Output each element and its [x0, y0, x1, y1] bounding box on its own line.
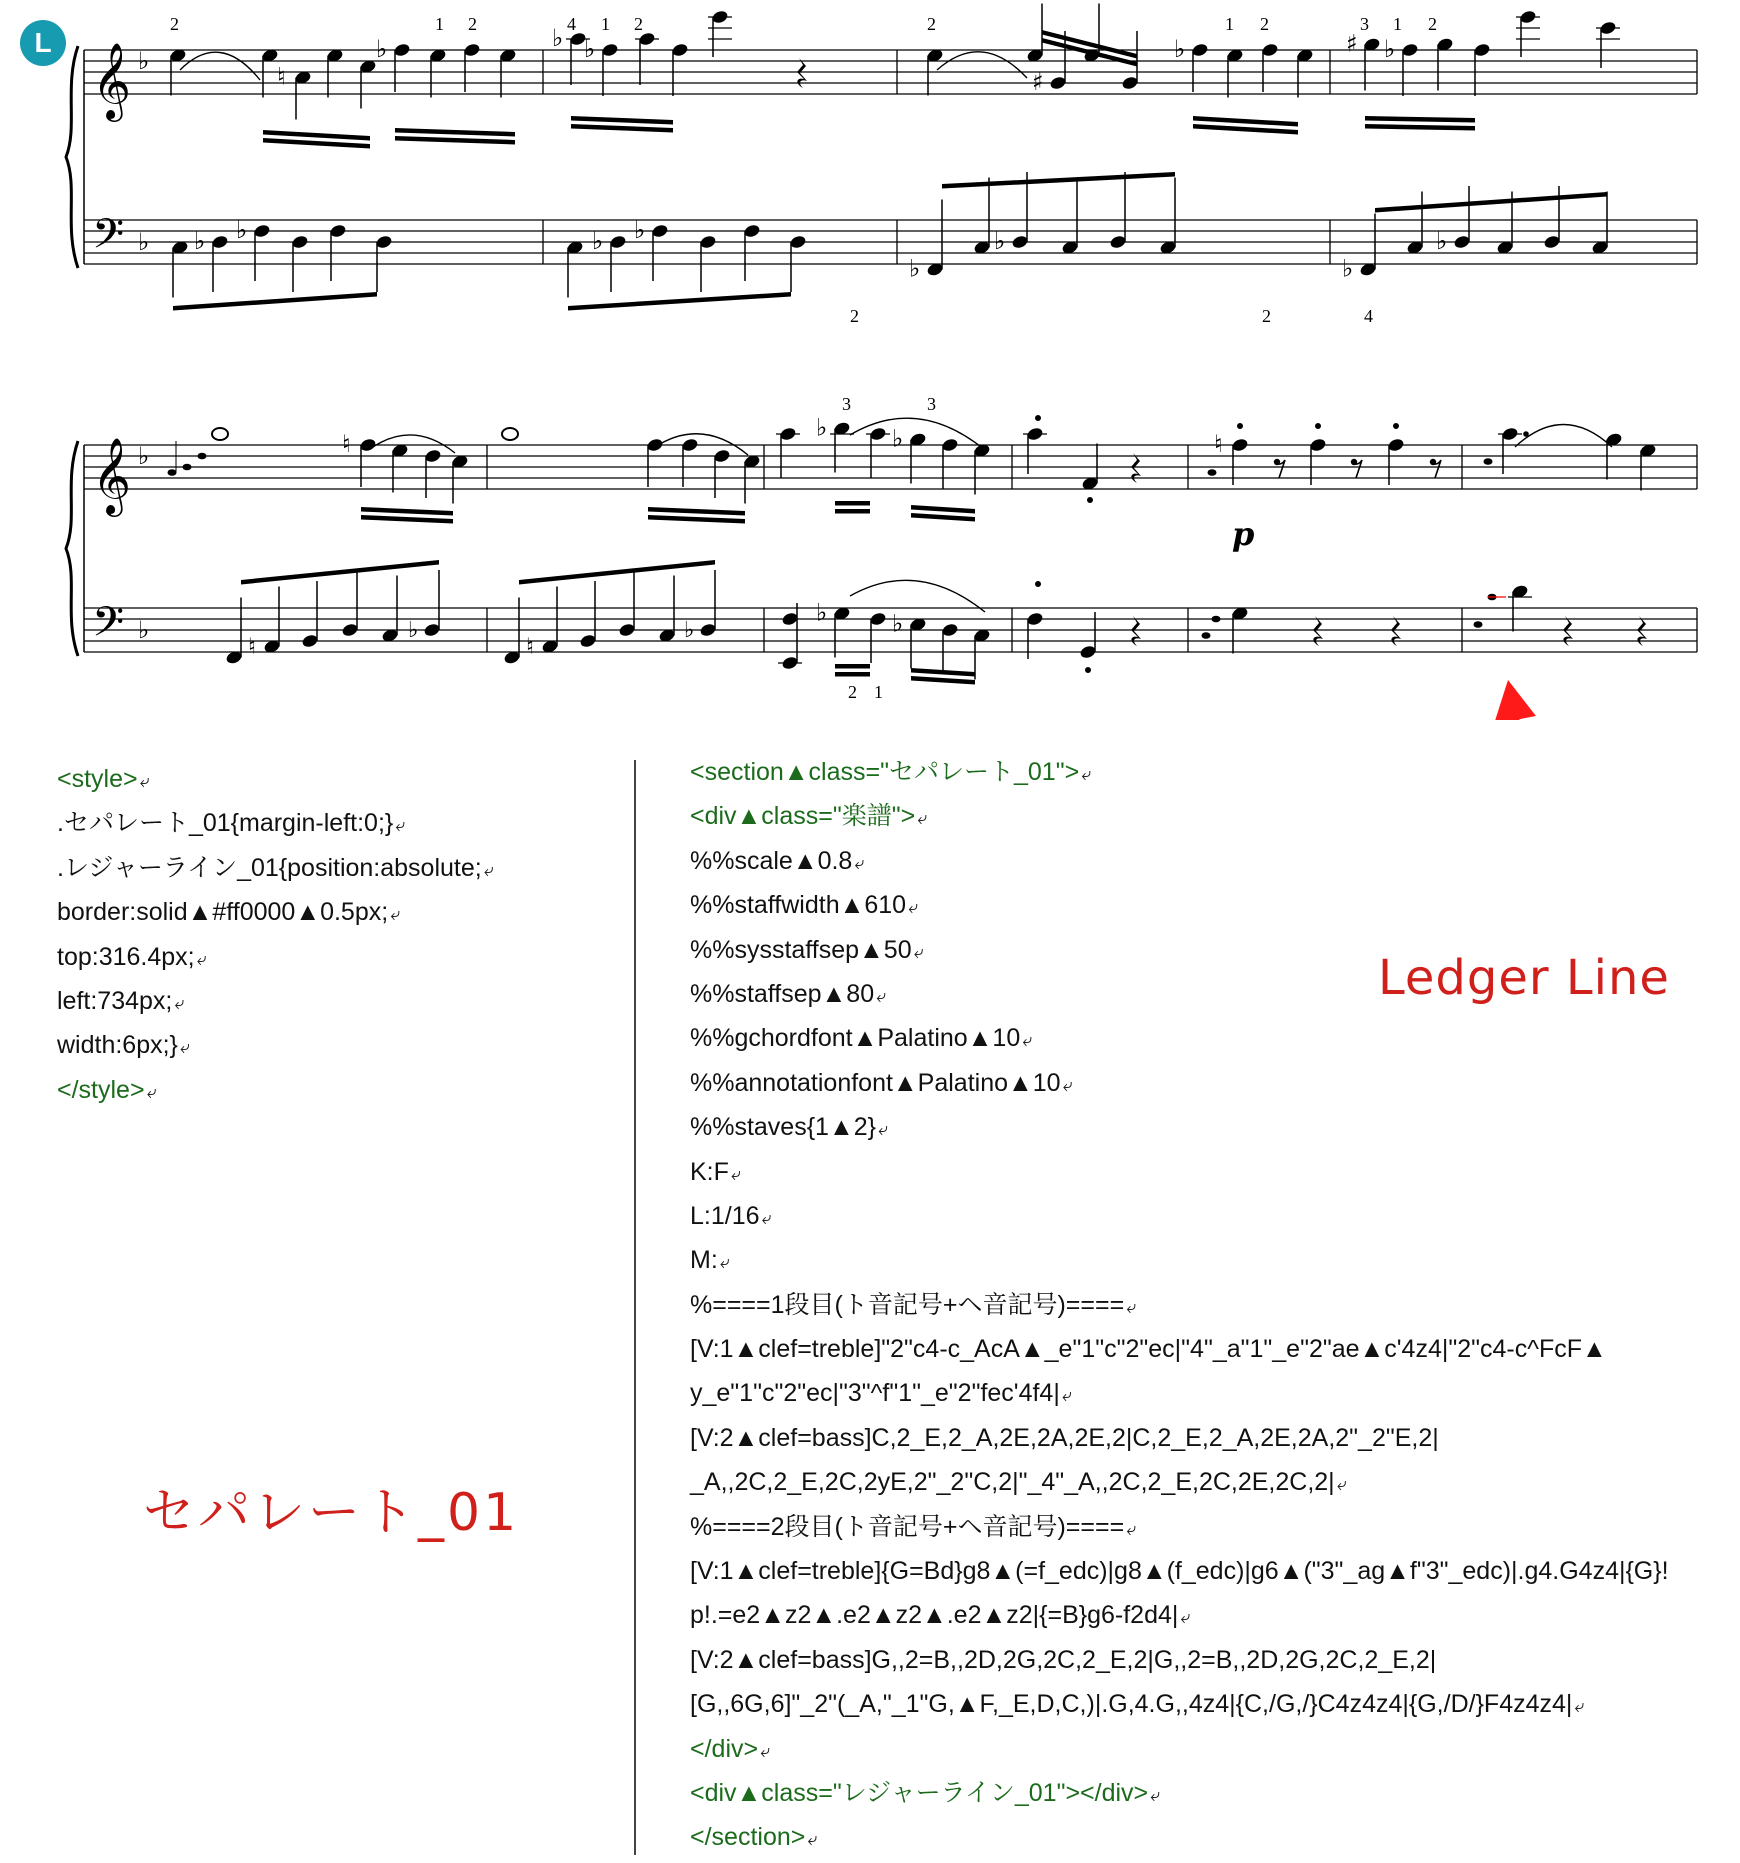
accidental: ♮	[526, 634, 534, 660]
style-line	[57, 801, 494, 845]
grace-note	[1484, 458, 1493, 465]
abc-line	[690, 1593, 1669, 1637]
beam	[361, 507, 453, 516]
slur	[850, 580, 985, 612]
line-break-icon: ⤶	[760, 1740, 771, 1762]
fingering-number: 2	[1428, 14, 1437, 34]
abc-line	[690, 1549, 1669, 1593]
beam	[571, 116, 673, 125]
accidental: ♭	[592, 227, 604, 255]
abc-line-text: [V:2▲clef=bass]G,,2=B,,2D,2G,2C,2_E,2|G,,2=B,,2D,2G,2C,2_E,2|	[690, 1645, 1437, 1674]
fingering-number: 1	[874, 682, 883, 702]
accidental: ♭	[634, 216, 646, 244]
slur	[1515, 425, 1612, 448]
accidental: ♭	[816, 598, 828, 627]
abc-line	[690, 1283, 1669, 1327]
abc-line-text: <section▲class="セパレート_01">	[690, 758, 1080, 786]
abc-line-text: <div▲class="楽譜">	[690, 802, 916, 831]
line-break-icon: ⤶	[854, 852, 865, 874]
accidental: ♮	[248, 634, 256, 660]
grace-note	[198, 453, 207, 460]
abc-line-text: %%sysstaffsep▲50	[690, 935, 912, 964]
staccato-dot	[1393, 423, 1399, 429]
beam	[835, 509, 870, 514]
style-line-text: top:316.4px;	[57, 942, 195, 971]
accidental: ♭	[892, 424, 904, 453]
beam	[835, 664, 870, 669]
accidental: ♭	[994, 227, 1006, 255]
abc-line	[690, 794, 1669, 838]
line-break-icon: ⤶	[1180, 1607, 1191, 1629]
beam	[519, 560, 715, 585]
accidental: ♮	[342, 430, 351, 458]
line-break-icon: ⤶	[1126, 1296, 1137, 1318]
abc-line-text: %%staffwidth▲610	[690, 891, 907, 920]
abc-line	[690, 1150, 1669, 1194]
abc-line-text: y_e"1"c"2"ec|"3"^f"1"_e"2"fec'4f4|	[690, 1379, 1060, 1408]
fingering-number: 1	[1393, 14, 1402, 34]
treble-clef: 𝄞	[92, 42, 132, 119]
abc-line-text: </section>	[690, 1823, 806, 1852]
beam	[568, 292, 791, 311]
line-break-icon: ⤶	[174, 992, 185, 1014]
grace-note	[1202, 632, 1211, 639]
abc-line-text: %%scale▲0.8	[690, 846, 853, 875]
abc-line	[690, 1416, 1669, 1460]
bass-clef: 𝄢	[92, 210, 125, 268]
beam	[361, 515, 453, 524]
abc-line	[690, 1727, 1669, 1771]
abc-line	[690, 1638, 1669, 1682]
line-break-icon: ⤶	[1574, 1696, 1585, 1718]
abc-line-text: p!.=e2▲z2▲.e2▲z2▲.e2▲z2|{=B}g6-f2d4|	[690, 1601, 1179, 1630]
abc-line-text: [G,,6G,6]"_2"(_A,"_1"G,▲F,_E,D,C,)|.G,4.G,,4z4|{C,/G,/}C4z4z4|{G,/D/}F4z4z4|	[690, 1690, 1573, 1719]
abc-line-text: [V:1▲clef=treble]{G=Bd}g8▲(=f_edc)|g8▲(f_edc)|g6▲("3"_ag▲f"3"_edc)|.g4.G4z4|{G}!	[690, 1557, 1669, 1586]
line-break-icon: ⤶	[730, 1163, 741, 1185]
abc-line-text: %====2段目(ト音記号+ヘ音記号)====	[690, 1512, 1125, 1541]
line-break-icon: ⤶	[1062, 1074, 1073, 1096]
fingering-number: 4	[567, 14, 576, 34]
staccato-dot	[1087, 497, 1093, 503]
accidental: ♭	[552, 24, 564, 52]
fingering-number: 2	[468, 14, 477, 34]
accidental: ♮	[277, 62, 286, 91]
abc-line-text: K:F	[690, 1157, 729, 1186]
line-break-icon: ⤶	[719, 1252, 730, 1274]
fingering-number: 2	[850, 306, 859, 326]
fingering-number: 1	[1225, 14, 1234, 34]
dynamic-piano: p	[1232, 515, 1255, 553]
grace-note	[183, 464, 192, 471]
fingering-number: 2	[848, 682, 857, 702]
abc-line	[690, 1194, 1669, 1238]
line-break-icon: ⤶	[483, 859, 494, 881]
line-break-icon: ⤶	[1336, 1474, 1347, 1496]
beam	[911, 505, 975, 514]
slur	[180, 52, 260, 80]
fingering-number: 2	[927, 14, 936, 34]
slur	[370, 435, 455, 453]
grace-note	[1212, 616, 1221, 623]
style-line-text: .セパレート_01{margin-left:0;}	[57, 809, 394, 838]
separate-label: セパレート_01	[143, 1483, 520, 1543]
line-break-icon: ⤶	[179, 1037, 191, 1059]
beam	[1375, 192, 1607, 213]
fingering-number: 2	[1262, 306, 1271, 326]
beam	[395, 128, 515, 137]
abc-line	[690, 883, 1669, 927]
beam	[911, 676, 975, 685]
line-break-icon: ⤶	[807, 1829, 818, 1851]
key-signature: ♭	[138, 616, 150, 644]
abc-line	[690, 1371, 1669, 1415]
accidental: ♯	[1346, 29, 1358, 58]
beam	[241, 560, 439, 585]
abc-line-text: %%annotationfont▲Palatino▲10	[690, 1068, 1061, 1097]
accidental: ♭	[684, 618, 695, 643]
beam	[1365, 116, 1475, 123]
abc-line	[690, 839, 1669, 883]
line-break-icon: ⤶	[876, 985, 887, 1007]
half-note	[502, 428, 518, 440]
line-break-icon: ⤶	[761, 1207, 772, 1229]
abc-line	[690, 1061, 1669, 1105]
grace-note	[1474, 621, 1483, 628]
bass-clef: 𝄢	[92, 598, 125, 656]
abc-line	[690, 1682, 1669, 1726]
beam	[911, 513, 975, 522]
style-line-text: </style>	[57, 1075, 145, 1104]
style-line	[57, 846, 494, 890]
abc-line	[690, 1105, 1669, 1149]
column-divider	[634, 760, 636, 1855]
abc-line-text: _A,,2C,2_E,2C,2yE,2"_2"C,2|"_4"_A,,2C,2_E,2C,2E,2C,2|	[690, 1468, 1335, 1497]
beam	[648, 507, 745, 516]
key-signature: ♭	[138, 442, 150, 470]
abc-line-text: %====1段目(ト音記号+ヘ音記号)====	[690, 1290, 1125, 1319]
grace-note	[1208, 469, 1217, 476]
beam	[835, 672, 870, 677]
abc-line-text: %%gchordfont▲Palatino▲10	[690, 1024, 1021, 1053]
treble-clef: 𝄞	[92, 437, 132, 514]
slur	[937, 52, 1027, 78]
key-signature: ♭	[138, 47, 150, 75]
grace-note	[168, 469, 177, 476]
ledger-arrow-head	[1494, 680, 1536, 720]
line-break-icon: ⤶	[1150, 1784, 1161, 1806]
staccato-dot	[1035, 581, 1041, 587]
accidental: ♭	[1342, 254, 1354, 283]
accidental: ♮	[1214, 430, 1223, 458]
beam	[648, 515, 745, 524]
beam	[942, 172, 1175, 189]
accidental: ♭	[1174, 35, 1186, 63]
fingering-number: 3	[1360, 14, 1369, 34]
line-break-icon: ⤶	[1061, 1385, 1072, 1407]
style-line-text: left:734px;	[57, 986, 173, 1015]
accidental: ♯	[1032, 68, 1044, 96]
accidental: ♭	[1384, 35, 1396, 63]
abc-line-text: <div▲class="レジャーライン_01"></div>	[690, 1778, 1149, 1807]
style-line	[57, 890, 494, 934]
accidental: ♭	[194, 227, 206, 255]
accidental: ♭	[892, 609, 904, 638]
line-break-icon: ⤶	[390, 904, 401, 926]
abc-line	[690, 1327, 1669, 1371]
abc-line	[690, 1016, 1669, 1060]
abc-line	[690, 1505, 1669, 1549]
line-break-icon: ⤶	[1022, 1030, 1033, 1052]
key-signature: ♭	[138, 228, 150, 256]
fingering-number: 1	[435, 14, 444, 34]
ledger-line-label: Ledger Line	[1378, 950, 1670, 1006]
abc-code-block	[690, 750, 1669, 1860]
fingering-number: 4	[1364, 306, 1373, 326]
abc-line-text: M:	[690, 1246, 718, 1275]
abc-line	[690, 1771, 1669, 1815]
accidental: ♭	[909, 254, 921, 283]
sheet-music	[0, 0, 1740, 720]
slur	[655, 434, 748, 455]
beam	[173, 292, 377, 311]
staccato-dot	[1315, 423, 1321, 429]
line-break-icon: ⤶	[917, 808, 928, 830]
style-line	[57, 757, 494, 801]
badge-letter: L	[34, 27, 52, 58]
beam	[835, 501, 870, 506]
line-break-icon: ⤶	[1126, 1518, 1137, 1540]
abc-line	[690, 1238, 1669, 1282]
line-break-icon: ⤶	[913, 941, 924, 963]
line-break-icon: ⤶	[196, 948, 207, 970]
abc-line-text: [V:1▲clef=treble]"2"c4-c_AcA▲_e"1"c"2"ec|"4"_a"1"_e"2"ae▲c'4z4|"2"c4-c^FcF▲	[690, 1335, 1607, 1364]
style-line-text: .レジャーライン_01{position:absolute;	[57, 853, 482, 882]
abc-line	[690, 1815, 1669, 1859]
style-line	[57, 979, 494, 1023]
accidental: ♭	[584, 35, 596, 63]
line-break-icon: ⤶	[908, 897, 919, 919]
style-line	[57, 935, 494, 979]
style-line-text: <style>	[57, 765, 138, 793]
style-line-text: width:6px;}	[57, 1031, 178, 1060]
accidental: ♭	[408, 618, 419, 643]
fingering-number: 3	[927, 394, 936, 414]
fingering-number: 2	[1260, 14, 1269, 34]
beam	[1365, 124, 1475, 131]
accidental: ♭	[1436, 227, 1448, 255]
half-note	[212, 428, 228, 440]
style-line-text: border:solid▲#ff0000▲0.5px;	[57, 898, 389, 927]
fingering-number: 2	[634, 14, 643, 34]
line-break-icon: ⤶	[146, 1081, 157, 1103]
line-break-icon: ⤶	[395, 815, 406, 837]
accidental: ♭	[816, 413, 828, 442]
abc-line-text: L:1/16	[690, 1201, 760, 1230]
beam	[395, 136, 515, 145]
accidental: ♭	[376, 35, 388, 63]
beam	[571, 124, 673, 133]
abc-line-text: </div>	[690, 1734, 759, 1763]
abc-line	[690, 750, 1669, 794]
style-code-block	[57, 757, 494, 1112]
style-line	[57, 1068, 494, 1112]
fingering-number: 2	[170, 14, 179, 34]
abc-line	[690, 1460, 1669, 1504]
brace	[66, 46, 78, 268]
accidental: ♭	[236, 216, 248, 244]
staccato-dot	[1085, 667, 1091, 673]
staccato-dot	[1237, 423, 1243, 429]
staccato-dot	[1035, 415, 1041, 421]
fingering-number: 1	[601, 14, 610, 34]
style-line	[57, 1023, 494, 1067]
fingering-number: 3	[842, 394, 851, 414]
brace	[66, 441, 78, 656]
line-break-icon: ⤶	[1081, 764, 1092, 785]
abc-line-text: %%staffsep▲80	[690, 979, 875, 1008]
abc-line-text: %%staves{1▲2}	[690, 1113, 876, 1142]
line-break-icon: ⤶	[877, 1119, 889, 1141]
abc-line-text: [V:2▲clef=bass]C,2_E,2_A,2E,2A,2E,2|C,2_E,2_A,2E,2A,2"_2"E,2|	[690, 1423, 1439, 1452]
line-break-icon: ⤶	[139, 771, 150, 792]
